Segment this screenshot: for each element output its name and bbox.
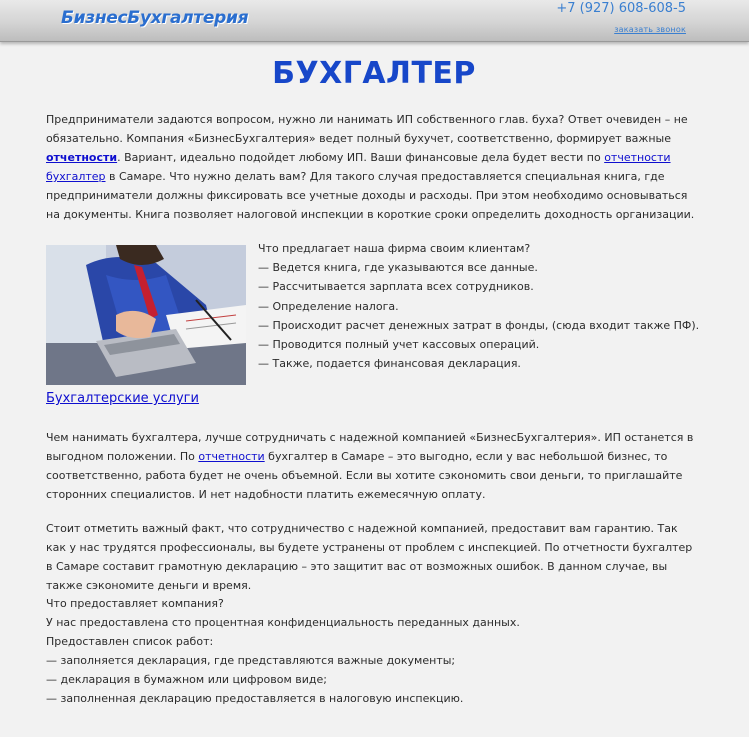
intro-text-4: в Самаре. Что нужно делать вам? Для такого случая предоставляется специальная книга, где предприниматели должны фиксировать все учетные доходы и расходы. При этом необходимо основываться на документы. Книга позволяет налоговой инспекции в короткие сроки определить доходность организации. — [46, 170, 695, 221]
phone-number[interactable]: +7 (927) 608-608-5 — [556, 1, 686, 16]
reports-link-2[interactable]: отчетности — [604, 151, 671, 164]
site-header — [0, 0, 749, 42]
accountant-link[interactable]: бухгалтер — [46, 170, 106, 183]
company-line: — заполненная декларацию предоставляется в налоговую инспекцию. — [46, 692, 464, 705]
offer-item: — Происходит расчет денежных затрат в фонды, (сюда входит также ПФ). — [258, 318, 700, 332]
page-title: БУХГАЛТЕР — [272, 56, 476, 91]
paragraph-guarantee: Стоит отметить важный факт, что сотрудничество с надежной компанией, предоставит вам гарантию. Так как у нас трудятся профессионалы, вы будете устранены от проблем с инспекцией. По отчетности бухгалтер в Самаре составит грамотную декларацию – это защитит вас от возможных ошибок. В данном случае, вы также сэкономите деньги и время. — [46, 522, 693, 592]
paragraph-hire — [46, 428, 696, 504]
intro-paragraph — [46, 110, 696, 224]
header-contact — [556, 1, 686, 36]
offer-item: — Определение налога. — [258, 299, 399, 313]
company-provides — [46, 594, 696, 708]
offer-item: — Проводится полный учет кассовых операций. — [258, 338, 540, 352]
intro-text-1: Предприниматели задаются вопросом, нужно ли нанимать ИП собственного глав. буха? Ответ очевиден – не обязательно. Компания «БизнесБухгалтерия» ведет полный бухучет, соответственно, формирует важные — [46, 113, 688, 145]
offer-question: Что предлагает наша фирма своим клиентам? — [258, 242, 531, 255]
offer-list — [258, 239, 699, 373]
company-line: У нас предоставлена сто процентная конфиденциальность переданных данных. — [46, 616, 520, 629]
accountant-photo — [46, 245, 246, 385]
reports-link-1[interactable]: отчетности — [46, 151, 118, 164]
main-content — [0, 42, 749, 100]
callback-link[interactable]: заказать звонок — [614, 25, 686, 34]
company-line: Предоставлен список работ: — [46, 635, 214, 648]
offer-item: — Ведется книга, где указываются все данные. — [258, 261, 538, 275]
company-line: — заполняется декларация, где представляются важные документы; — [46, 654, 456, 667]
para2-text-1: Чем нанимать бухгалтера, лучше сотрудничать с надежной компанией «БизнесБухгалтерия». ИП останется в выгодном положении. По — [46, 431, 694, 463]
para2-text-2: бухгалтер в Самаре – это выгодно, если у вас небольшой бизнес, то соответственно, работа будет не очень объемной. Если вы хотите сэкономить свои деньги, то приглашайте сторонних специалистов. И нет надобности платить ежемесячную оплату. — [46, 450, 683, 501]
offer-item: — Рассчитывается зарплата всех сотрудников. — [258, 280, 534, 294]
reports-link-3[interactable]: отчетности — [198, 450, 265, 463]
accountant-photo-illustration — [46, 245, 246, 385]
accounting-services-link[interactable]: Бухгалтерские услуги — [46, 391, 199, 406]
company-line: Что предоставляет компания? — [46, 597, 224, 610]
company-line: — декларация в бумажном или цифровом виде; — [46, 673, 327, 686]
intro-text-2: . Вариант, идеально подойдет любому ИП. Ваши финансовые дела будет вести по — [117, 151, 605, 164]
site-logo[interactable]: БизнесБухгалтерия — [61, 8, 249, 28]
offer-item: — Также, подается финансовая декларация. — [258, 357, 521, 371]
